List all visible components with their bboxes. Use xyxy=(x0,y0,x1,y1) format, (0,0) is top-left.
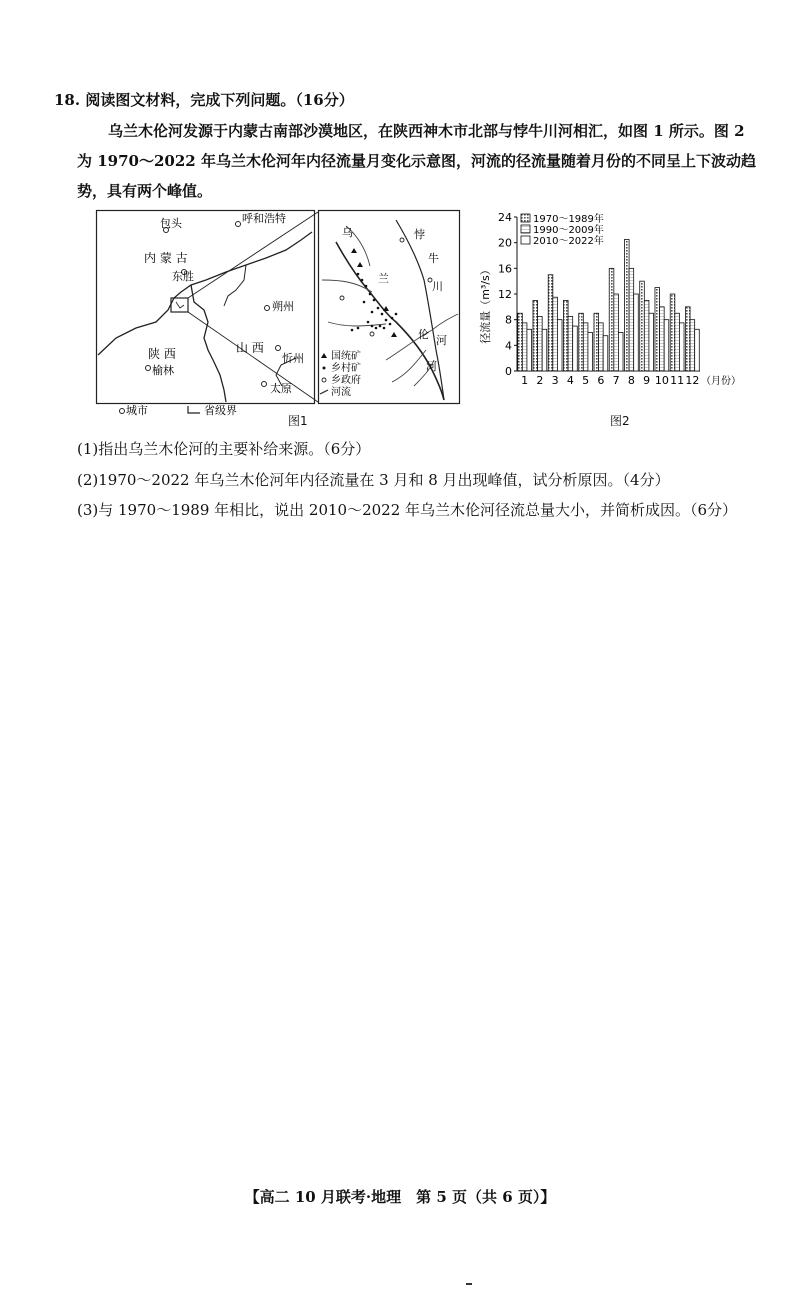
legend-river-symbol xyxy=(320,390,328,394)
bar-series2-month-2 xyxy=(538,316,543,371)
bar-series2-month-12 xyxy=(690,320,695,371)
bar-series1-month-6 xyxy=(594,313,599,371)
bar-series1-month-1 xyxy=(518,313,523,371)
legend-village-mine-symbol xyxy=(323,367,326,370)
bar-series3-month-7 xyxy=(618,333,623,372)
bar-series1-month-7 xyxy=(609,268,614,371)
inset-label-he: 河 xyxy=(436,334,447,347)
legend-label-series2: 1990～2009年 xyxy=(533,225,604,236)
y-tick-label: 0 xyxy=(505,365,512,378)
y-tick-label: 16 xyxy=(498,262,512,276)
legend-boundary: 省级界 xyxy=(204,404,237,417)
bar-series3-month-12 xyxy=(695,329,700,371)
figure2-chart xyxy=(476,208,744,428)
question-header: 18. 阅读图文材料，完成下列问题。（16分） xyxy=(54,91,354,109)
bar-series2-month-1 xyxy=(522,323,527,371)
city-marker-taiyuan xyxy=(262,382,267,387)
bar-series2-month-6 xyxy=(599,323,604,371)
bar-series3-month-9 xyxy=(649,313,654,371)
city-marker-yulin xyxy=(146,366,151,371)
label-yulin: 榆林 xyxy=(152,364,174,377)
material-paragraph-1: 乌兰木伦河发源于内蒙古南部沙漠地区，在陕西神木市北部与悖牛川河相汇，如图 1 所示。图 2 xyxy=(108,122,745,140)
inset-label-he: 河 xyxy=(426,360,437,373)
bar-series1-month-12 xyxy=(685,307,690,371)
material-paragraph-2: 为 1970～2022 年乌兰木伦河年内径流量月变化示意图，河流的径流量随着月份的不同呈上下波动趋 xyxy=(77,152,756,170)
bar-series1-month-10 xyxy=(655,288,660,371)
inset-label-lun: 伦 xyxy=(418,328,429,341)
bar-series2-month-4 xyxy=(568,316,573,371)
y-axis-label: 径流量（m³/s） xyxy=(479,264,492,344)
legend-swatch-series2 xyxy=(521,225,530,233)
label-taiyuan: 太原 xyxy=(270,382,292,395)
page-mark xyxy=(466,1283,472,1285)
label-xinzhou: 忻州 xyxy=(282,352,304,365)
x-tick-label: 10 xyxy=(654,374,669,387)
legend-label-series3: 2010～2022年 xyxy=(533,236,604,247)
township-marker xyxy=(370,332,374,336)
sub-question-2: (2)1970～2022 年乌兰木伦河年内径流量在 3 月和 8 月出现峰值，试分析原因。（4分） xyxy=(77,471,670,489)
x-tick-label: 6 xyxy=(597,374,605,387)
legend-state-mine-symbol xyxy=(321,353,327,358)
y-tick-label: 8 xyxy=(505,313,512,327)
label-inner-mongolia: 内 蒙 古 xyxy=(144,251,188,265)
x-tick-label: 12 xyxy=(685,374,700,387)
x-tick-label: 4 xyxy=(566,374,574,387)
bar-series3-month-1 xyxy=(527,329,532,371)
legend-river: 河流 xyxy=(331,387,351,398)
figure2-caption: 图2 xyxy=(610,414,630,428)
inset-label-niu: 牛 xyxy=(428,252,439,265)
bar-series1-month-8 xyxy=(624,239,629,371)
bar-series2-month-7 xyxy=(614,294,619,371)
inset-label-lan: 兰 xyxy=(378,272,389,285)
bar-series3-month-11 xyxy=(679,323,684,371)
bar-series1-month-3 xyxy=(548,275,553,371)
label-hohhot: 呼和浩特 xyxy=(242,212,286,225)
bar-series3-month-5 xyxy=(588,333,593,372)
material-paragraph-3: 势，具有两个峰值。 xyxy=(77,182,213,200)
bar-series1-month-5 xyxy=(579,313,584,371)
bar-series3-month-10 xyxy=(664,320,669,371)
township-marker xyxy=(400,238,404,242)
y-tick-label: 4 xyxy=(505,339,512,353)
x-tick-label: 11 xyxy=(670,374,685,387)
y-tick-label: 24 xyxy=(498,211,512,224)
bar-series2-month-5 xyxy=(583,323,588,371)
x-tick-label: 1 xyxy=(521,374,529,387)
bar-series2-month-8 xyxy=(629,268,634,371)
inset-label-bo: 悖 xyxy=(414,228,425,241)
x-tick-label: 9 xyxy=(643,374,651,387)
bar-series2-month-10 xyxy=(660,307,665,371)
legend-city: 城市 xyxy=(126,404,148,417)
city-marker-hohhot xyxy=(236,222,241,227)
y-tick-label: 20 xyxy=(498,236,512,250)
bar-series3-month-8 xyxy=(634,294,639,371)
x-tick-label: 7 xyxy=(612,374,620,387)
label-dongsheng: 东胜 xyxy=(172,270,194,283)
page-footer: 【高二 10 月联考·地理 第 5 页（共 6 页）】 xyxy=(244,1188,556,1206)
bar-series2-month-3 xyxy=(553,297,558,371)
x-tick-label: 5 xyxy=(582,374,590,387)
x-tick-label: 2 xyxy=(536,374,544,387)
bar-series3-month-6 xyxy=(603,336,608,371)
bar-series3-month-4 xyxy=(573,326,578,371)
bar-series2-month-11 xyxy=(675,313,680,371)
bar-series1-month-11 xyxy=(670,294,675,371)
legend-state-mine: 国统矿 xyxy=(331,351,361,362)
x-axis-unit: （月份） xyxy=(701,376,741,387)
legend-swatch-series3 xyxy=(521,236,530,244)
y-tick-label: 12 xyxy=(498,288,512,301)
label-shuozhou: 朔州 xyxy=(272,300,294,313)
label-shanxi: 山 西 xyxy=(236,341,264,355)
label-baotou: 包头 xyxy=(160,217,182,230)
legend-label-series1: 1970～1989年 xyxy=(533,214,604,225)
inset-label-chuan: 川 xyxy=(432,280,443,293)
boundary-legend-symbol xyxy=(188,406,200,413)
legend-village-mine: 乡村矿 xyxy=(331,363,361,374)
bar-series3-month-2 xyxy=(542,329,547,371)
inset-label-wu: 乌 xyxy=(342,226,353,239)
legend-township-gov: 乡政府 xyxy=(331,375,361,386)
bar-series3-month-3 xyxy=(557,320,562,371)
x-tick-label: 8 xyxy=(627,374,635,387)
city-marker-xinzhou xyxy=(276,346,281,351)
township-marker xyxy=(340,296,344,300)
label-shaanxi: 陕 西 xyxy=(148,347,176,361)
bar-series1-month-9 xyxy=(640,281,645,371)
sub-question-3: (3)与 1970～1989 年相比，说出 2010～2022 年乌兰木伦河径流总量大小，并简析成因。（6分） xyxy=(77,501,738,519)
legend-township-symbol xyxy=(322,378,326,382)
bar-series1-month-2 xyxy=(533,300,538,371)
city-legend-symbol xyxy=(120,409,125,414)
sub-question-1: (1)指出乌兰木伦河的主要补给来源。（6分） xyxy=(77,440,371,458)
bar-series2-month-9 xyxy=(644,300,649,371)
figure1-caption: 图1 xyxy=(288,414,308,428)
city-marker-shuozhou xyxy=(265,306,270,311)
legend-swatch-series1 xyxy=(521,214,530,222)
x-tick-label: 3 xyxy=(551,374,559,387)
mine-cluster xyxy=(351,248,398,337)
figure1-map xyxy=(96,210,460,417)
bar-series1-month-4 xyxy=(563,300,568,371)
